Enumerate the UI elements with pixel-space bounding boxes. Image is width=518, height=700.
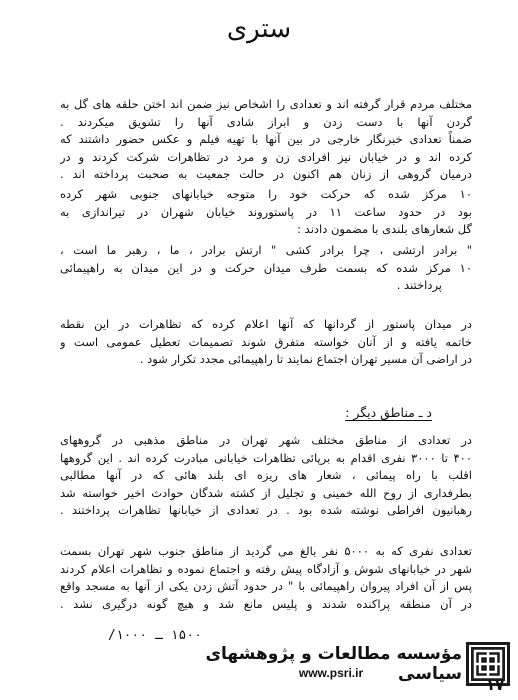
footer-watermark	[180, 640, 518, 690]
document-title: ستری	[226, 14, 292, 44]
text-line: خاتمه یافته و از آنان خواسته متفرق شوند تصمیمات تعطیل عمومی است و	[60, 334, 472, 349]
text-line: بود در حدود ساعت ۱۱ در پاستوروند خیابان شهران در تیراندازی به	[60, 204, 472, 219]
paragraph-1	[60, 96, 472, 184]
text-line: مختلف مردم قرار گرفته اند و تعدادی را اشخاص نیز ضمن اند اختن حلقه های گل به	[60, 97, 472, 111]
paragraph-5	[60, 432, 472, 520]
paragraph-2	[60, 186, 472, 239]
paragraph-4	[60, 316, 472, 369]
text-line: در آن منطقه پراکنده شدند و پلیس مانع شد و هیچ گونه درگیری نشد .	[60, 596, 472, 611]
text-line: در تعدادی از مناطق مختلف شهر تهران در مناطق مذهبی در گروههای	[60, 433, 472, 447]
text-line: درمیان گروهی از زنان هم اکنون در حالت جمعیت به صحبت پرداخته اند .	[60, 167, 472, 181]
text-line: گل شعارهای بلندی با مضمون دادند :	[297, 222, 472, 236]
organization-name: مؤسسه مطالعات و پژوهشهای سیاسی	[205, 644, 462, 684]
text-line: ۴۰۰ تا ۳۰۰۰ نفری اقدام به برپائی تظاهرات خیابانی مبادرت کرده اند . این گروهها	[60, 450, 472, 465]
text-line: ضمناً تعدادی خبرنگار خارجی در بین آنها با تهیه فیلم و عکس حضور داشتند که	[60, 132, 472, 146]
text-line: گردن آنها با دست زدن و ابراز شادی آنها را تشویق میکردند .	[60, 114, 472, 129]
website-url: www.psri.ir	[298, 666, 364, 680]
text-line: بطرفداری از روح الله خمینی و تجلیل از کشته شدگان حوادث اخیر خواسته شد	[60, 485, 472, 500]
text-line: اقلب با راه پیمائی ، شعار های ریزه ای بلند هائی که در آنها مطالبی	[60, 468, 472, 482]
page-number: ۱۷	[486, 676, 505, 694]
text-line: کرده اند و در خیابان نیز افرادی زن و مرد در تظاهرات شرکت کردند و در	[60, 149, 472, 164]
text-line: ۱۰ مرکز شده که حرکت خود را متوجه خیابانهای جنوبی شهر کرده	[60, 187, 472, 201]
text-line: پرداختند .	[396, 278, 442, 292]
section-heading-text: د ـ مناطق دیگر :	[345, 405, 432, 420]
text-line: شهر در خیابانهای شوش و آزادگاه پیش رفته و اجتماع نموده و تظاهرات اعلام کردند	[60, 561, 472, 576]
text-line: در اراضی آن مسیر تهران اجتماع نمایند تا راهپیمائی مجدد تکرار شود .	[139, 352, 472, 366]
section-heading	[60, 405, 472, 420]
paragraph-6	[60, 543, 472, 613]
text-line: ۱۰ مرکز شده که بسمت طرف میدان حرکت و در این میدان به راهپیمائی	[60, 260, 472, 275]
text-line: پس از آن افراد پیروان راهپیمائی با " در حدود آتش زدن یکی از آنها به مسجد واقع	[60, 579, 472, 593]
text-line: در میدان پاستور از گردانها که آنها اعلام کرده که تظاهرات در این نقطه	[60, 317, 472, 331]
paragraph-3	[60, 242, 472, 295]
text-line: رهبانیون افراطی نوشته شده بود . در تعدادی از خیابانها تظاهرات پرداختند .	[60, 503, 472, 517]
text-line: تعدادی نفری که به ۵۰۰۰ نفر بالغ می گردید از مناطق جنوب شهر تهران بسمت	[60, 544, 472, 558]
text-line: " برادر ارتشی ، چرا برادر کشی " ارتش برادر ، ما ، رهبر ما است ،	[60, 243, 472, 257]
amount-figure: ۱۵۰۰ ـ ۱۰۰۰/	[108, 628, 202, 643]
